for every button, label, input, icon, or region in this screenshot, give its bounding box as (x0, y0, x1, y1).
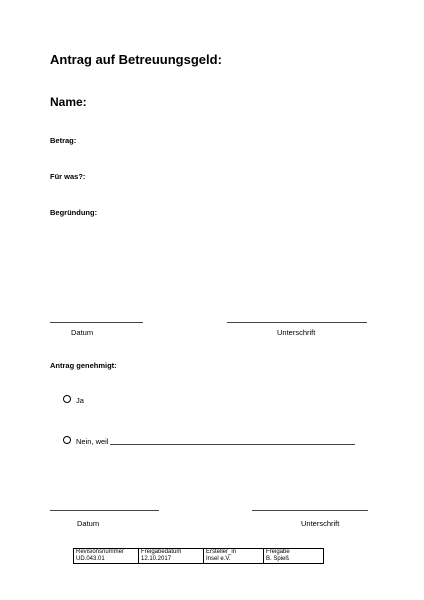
release-date-header: Freigabedatum (141, 549, 182, 555)
release-date-value: 12.10.2017 (141, 556, 172, 562)
approval-value: B. Spieß (266, 556, 290, 562)
date-caption-1: Datum (71, 328, 94, 337)
no-option-label: Nein, weil (76, 437, 109, 446)
revision-value: UD.043.01 (76, 556, 105, 562)
author-header: Ersteller_in (206, 549, 237, 555)
revision-header: Revisionsnummer (76, 549, 125, 555)
fuer-was-label: Für was?: (50, 172, 86, 181)
signature-line-2[interactable] (252, 510, 368, 511)
signature-caption-1: Unterschrift (277, 328, 316, 337)
table-cell (204, 549, 264, 564)
revision-table (73, 548, 324, 564)
no-radio[interactable] (63, 436, 71, 444)
author-value: Insel e.V. (206, 556, 231, 562)
betrag-label: Betrag: (50, 136, 77, 145)
reason-line[interactable] (110, 444, 355, 445)
approval-header: Freigabe (266, 549, 290, 555)
date-caption-2: Datum (77, 519, 100, 528)
signature-line-1[interactable] (227, 322, 367, 323)
date-line-1[interactable] (50, 322, 143, 323)
signature-caption-2: Unterschrift (301, 519, 340, 528)
yes-option-label: Ja (76, 396, 84, 405)
yes-radio[interactable] (63, 395, 71, 403)
table-cell (264, 549, 324, 564)
name-label: Name: (50, 95, 87, 109)
table-cell (139, 549, 204, 564)
form-title: Antrag auf Betreuungsgeld: (50, 52, 222, 67)
begruendung-label: Begründung: (50, 208, 98, 217)
date-line-2[interactable] (50, 510, 159, 511)
approval-label: Antrag genehmigt: (50, 361, 117, 370)
table-row (74, 549, 324, 564)
table-cell (74, 549, 139, 564)
